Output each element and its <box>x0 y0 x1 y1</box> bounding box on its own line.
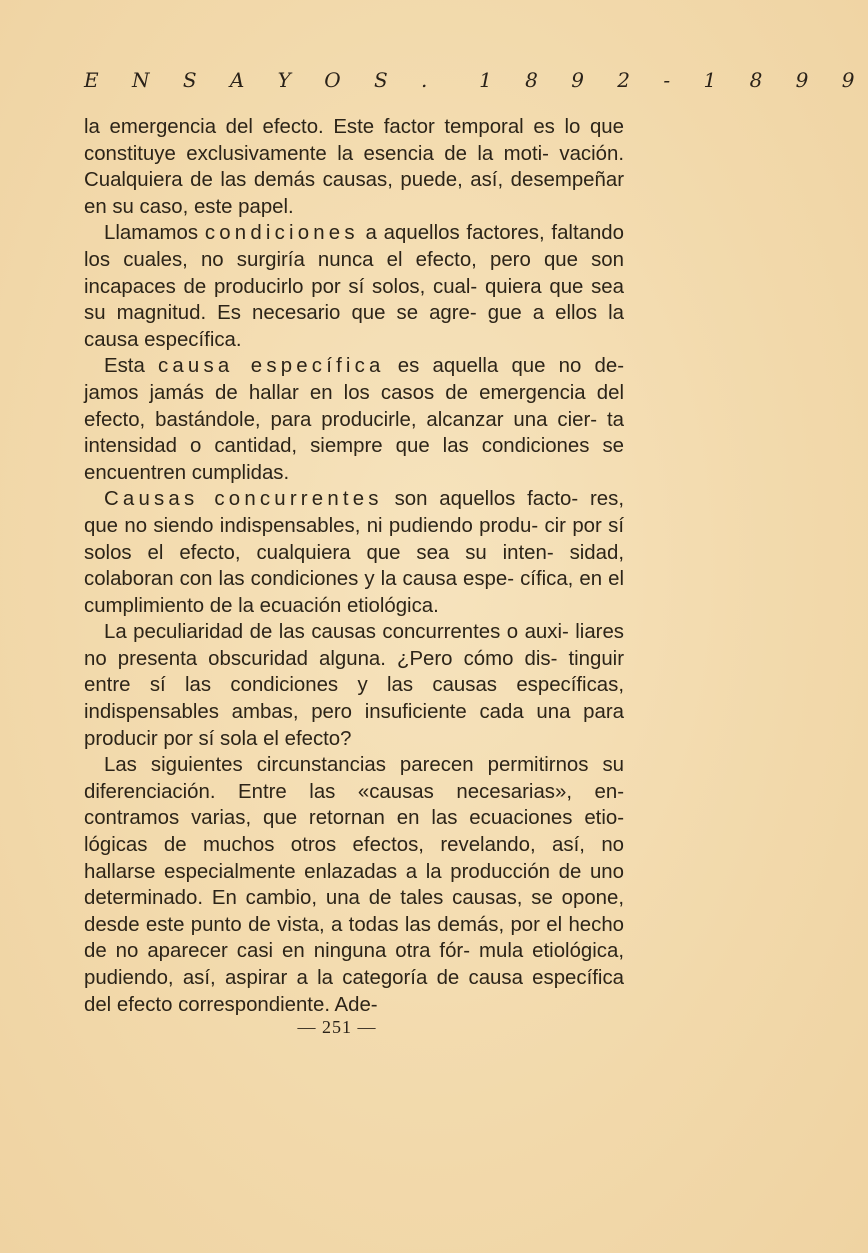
paragraph-6: Las siguientes circunstancias parecen permitirnos su diferenciación. Entre las «causas necesarias», en- contramos varias, que retornan en las ecuaciones etio- lógicas de muchos otros efectos, revelando, así, no hallarse especialmente enlazadas a la producción de uno determinado. En cambio, una de tales causas, se opone, desde este punto de vista, a todas las demás, por el hecho de no aparecer casi en ninguna otra fór- mula etiológica, pudiendo, así, aspirar a la categoría de causa específica del efecto correspondiente. Ade- <box>84 754 624 1016</box>
running-header <box>84 60 868 100</box>
page-number: — 251 — <box>297 1017 377 1037</box>
spaced-term-causas-concurrentes: Causas concurrentes <box>104 488 383 511</box>
spaced-term-causa-especifica: causa específica <box>158 355 385 378</box>
paragraph-2: Llamamos condiciones a aquellos factores, faltando los cuales, no surgiría nunca el efecto, pero que son incapaces de producirlo por sí solos, cual- quiera que sea su magnitud. Es necesario que se agre- gue a ellos la causa específica. <box>84 222 624 351</box>
paragraph-4: Causas concurrentes son aquellos facto- res, que no siendo indispensables, ni pudiendo produ- cir por sí solos el efecto, cualquiera que sea su inten- sidad, colaboran con las condiciones y la causa espe- cífica, en el cumplimiento de la ecuación etiológica. <box>84 488 624 617</box>
paragraph-1: la emergencia del efecto. Este factor temporal es lo que constituye exclusivamente la esencia de la moti- vación. Cualquiera de las demás causas, puede, así, desempeñar en su caso, este papel. <box>84 116 624 218</box>
spaced-term-condiciones: condiciones <box>204 222 359 245</box>
body-text <box>84 114 624 1018</box>
header-title: E N S A Y O S . <box>84 68 441 92</box>
header-years: 1 8 9 2 - 1 8 9 9 <box>479 68 868 92</box>
page <box>84 60 868 1018</box>
paragraph-5: La peculiaridad de las causas concurrentes o auxi- liares no presenta obscuridad alguna. ¿Pero cómo dis- tinguir entre sí las condiciones y las causas específicas, indispensables ambas, pero insuficiente cada una para producir por sí sola el efecto? <box>84 621 624 750</box>
paragraph-3: Esta causa específica es aquella que no de- jamos jamás de hallar en los casos de emergencia del efecto, bastándole, para producirle, alcanzar una cier- ta intensidad o cantidad, siempre que las condiciones se encuentren cumplidas. <box>84 355 624 484</box>
